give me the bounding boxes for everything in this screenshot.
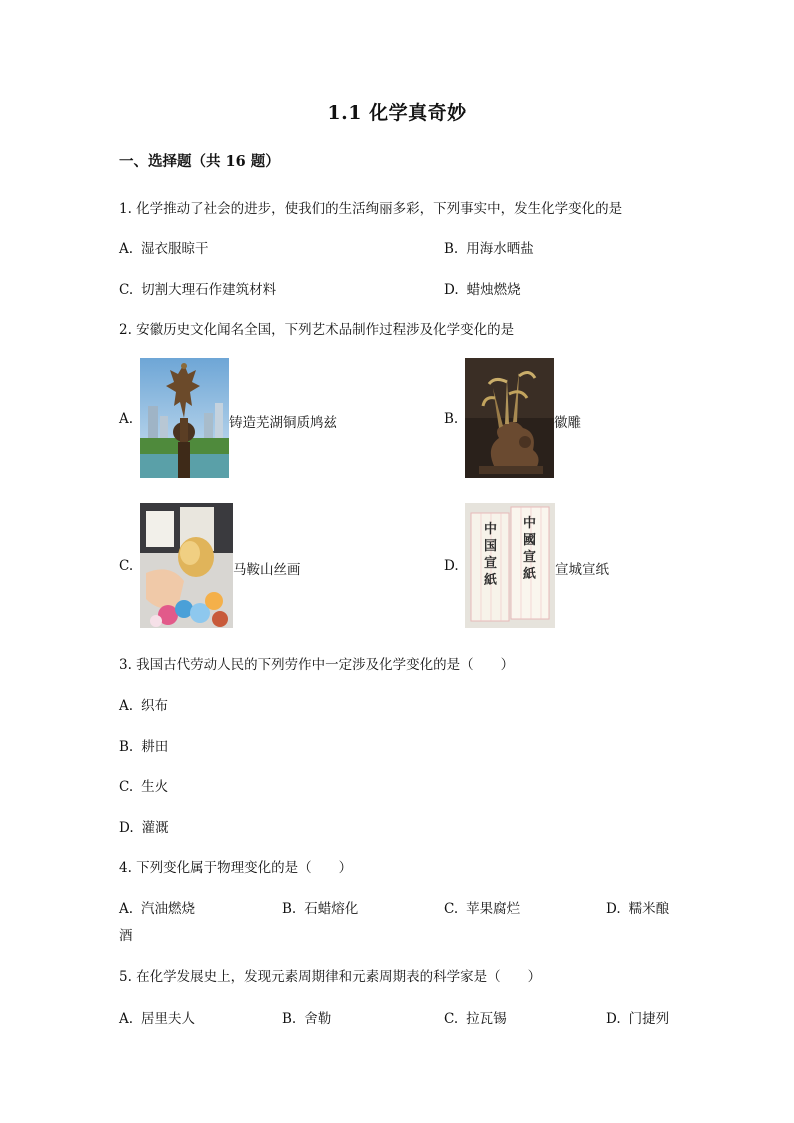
option-label: A. (119, 901, 134, 917)
q2-option-c-label[interactable]: C. (119, 558, 134, 574)
q3-option-c[interactable] (119, 775, 168, 795)
question-3-stem: 3. 我国古代劳动人民的下列劳作中一定涉及化学变化的是（ ） (119, 657, 515, 673)
option-text: 舍勒 (304, 1011, 332, 1027)
silk-painting-image (140, 503, 233, 628)
option-text: 灌溉 (141, 820, 169, 836)
section-heading: 一、选择题（共 16 题） (119, 153, 280, 170)
question-4-stem: 4. 下列变化属于物理变化的是（ ） (119, 860, 353, 876)
option-text: 拉瓦锡 (466, 1011, 507, 1027)
q1-option-b[interactable] (444, 237, 534, 257)
option-text: 苹果腐烂 (466, 901, 521, 917)
option-text: 生火 (141, 779, 169, 795)
option-label: C. (444, 901, 459, 917)
paper-text-left: 中国宣紙 (484, 522, 498, 588)
option-text: 居里夫人 (141, 1011, 196, 1027)
q2-option-a-text: 铸造芜湖铜质鸠兹 (229, 415, 337, 431)
option-text: 汽油燃烧 (141, 901, 196, 917)
option-text: 糯米酿 (628, 901, 670, 917)
q1-option-d[interactable] (444, 278, 521, 298)
q5-option-b[interactable] (282, 1007, 331, 1027)
option-label: B. (282, 901, 297, 917)
q2-option-b-text: 徽雕 (554, 415, 581, 431)
option-text: 石蜡熔化 (304, 901, 359, 917)
option-label: A. (119, 1011, 134, 1027)
paper-text-right: 中國宣紙 (523, 516, 537, 582)
option-label: C. (119, 779, 134, 795)
option-text: 湿衣服晾干 (141, 241, 209, 257)
option-label: B. (119, 739, 134, 755)
option-text: 织布 (141, 698, 169, 714)
q4-option-c[interactable] (444, 897, 520, 917)
wood-carving-image (465, 358, 554, 478)
q4-option-d[interactable] (606, 897, 669, 917)
question-1-stem: 1. 化学推动了社会的进步，使我们的生活绚丽多彩，下列事实中，发生化学变化的是 (119, 201, 623, 217)
q1-option-a[interactable] (119, 237, 209, 257)
q4-option-b[interactable] (282, 897, 358, 917)
option-label: A. (119, 241, 134, 257)
q2-option-d-text: 宣城宣纸 (555, 562, 609, 578)
option-text: 耕田 (141, 739, 169, 755)
option-label: A. (119, 698, 134, 714)
q1-option-c[interactable] (119, 278, 276, 298)
q4-option-d-wrap: 酒 (119, 928, 133, 944)
q5-option-c[interactable] (444, 1007, 507, 1027)
q2-option-b-label[interactable]: B. (444, 411, 459, 427)
option-text: 用海水晒盐 (466, 241, 534, 257)
q3-option-a[interactable] (119, 694, 168, 714)
option-label: B. (282, 1011, 297, 1027)
option-label: C. (119, 282, 134, 298)
option-text: 门捷列 (628, 1011, 670, 1027)
question-2-stem: 2. 安徽历史文化闻名全国，下列艺术品制作过程涉及化学变化的是 (119, 322, 515, 338)
option-label: D. (606, 1011, 621, 1027)
question-5-stem: 5. 在化学发展史上，发现元素周期律和元素周期表的科学家是（ ） (119, 969, 542, 985)
option-text: 蜡烛燃烧 (466, 282, 521, 298)
option-label: D. (119, 820, 134, 836)
page-title: 1.1 化学真奇妙 (327, 102, 467, 124)
q5-option-a[interactable] (119, 1007, 195, 1027)
q2-option-a-label[interactable]: A. (119, 411, 134, 427)
option-label: B. (444, 241, 459, 257)
bronze-sculpture-image (140, 358, 229, 478)
q4-option-a[interactable] (119, 897, 195, 917)
q3-option-b[interactable] (119, 735, 168, 755)
option-label: C. (444, 1011, 459, 1027)
option-label: D. (606, 901, 621, 917)
xuan-paper-image (465, 503, 555, 628)
q3-option-d[interactable] (119, 816, 169, 836)
q5-option-d[interactable] (606, 1007, 669, 1027)
option-label: D. (444, 282, 459, 298)
option-text: 切割大理石作建筑材料 (141, 282, 277, 298)
q2-option-c-text: 马鞍山丝画 (233, 562, 301, 578)
q2-option-d-label[interactable]: D. (444, 558, 459, 574)
